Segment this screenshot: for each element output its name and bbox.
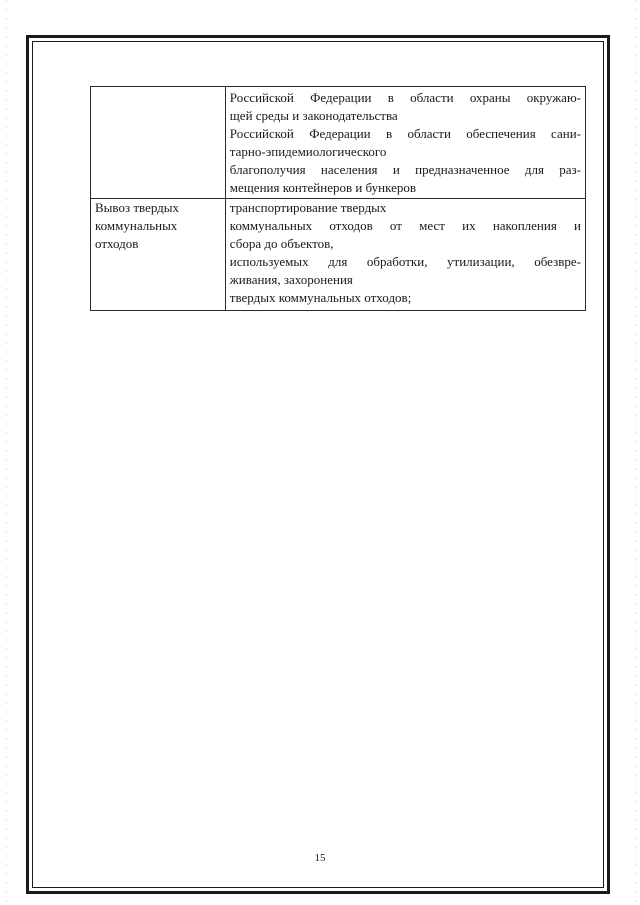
table-row [91, 199, 586, 311]
text-line: сбора до объектов, [229, 236, 334, 251]
service-description-cell [225, 87, 585, 199]
text-line: Вывоз твердых [95, 200, 180, 215]
table-row [91, 87, 586, 199]
document-table-body [91, 87, 586, 311]
text-line: транспортирование твердых [229, 200, 387, 215]
text-line: коммунальных отходов от мест их накопления и [229, 218, 581, 233]
text-line: Российской Федерации в области обеспечения сани- [229, 126, 581, 141]
text-line: Российской Федерации в области охраны окружаю- [229, 90, 581, 105]
text-line: коммунальных [95, 218, 178, 233]
text-line: тарно-эпидемиологического [229, 144, 387, 159]
document-table [90, 86, 586, 311]
page-number: 15 [314, 852, 326, 864]
text-line: живания, захоронения [229, 272, 353, 287]
text-line: твердых коммунальных отходов; [229, 290, 412, 305]
scan-margin-right [635, 0, 636, 905]
service-description-cell [225, 199, 585, 311]
text-line: используемых для обработки, утилизации, обезвре- [229, 254, 581, 269]
text-line: благополучия населения и предназначенное для раз- [229, 162, 581, 177]
service-name-cell [91, 87, 226, 199]
text-line: отходов [95, 236, 139, 251]
scan-margin-left [6, 0, 7, 905]
text-line: мещения контейнеров и бункеров [229, 180, 417, 195]
service-name-cell [91, 199, 226, 311]
text-line: щей среды и законодательства [229, 108, 398, 123]
